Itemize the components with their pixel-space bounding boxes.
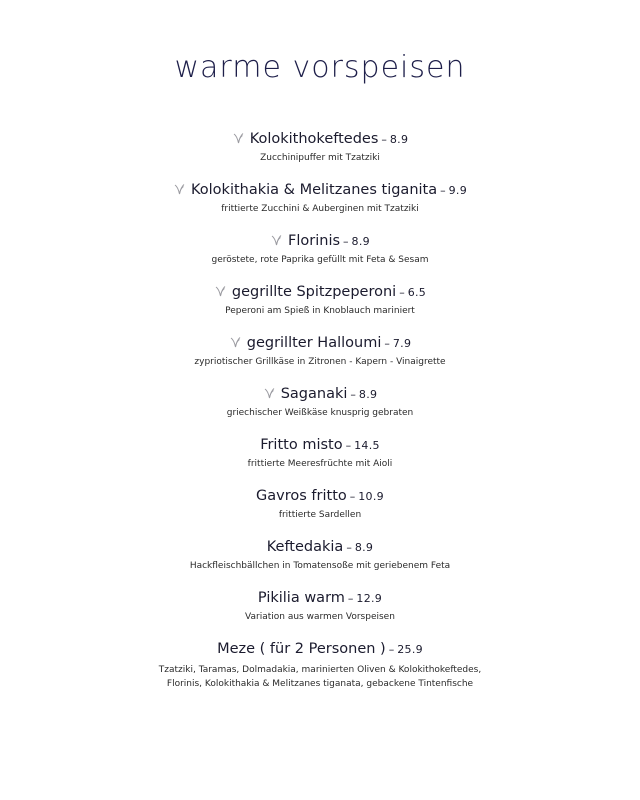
item-description: Hackfleischbällchen in Tomatensoße mit geriebenem Feta (189, 561, 451, 571)
leaf-icon (270, 234, 283, 246)
price-separator: – (349, 490, 356, 503)
item-description: frittierte Meeresfrüchte mit Aioli (247, 459, 393, 469)
menu-item-spitzpeperoni (0, 281, 640, 332)
item-description: Zucchinipuffer mit Tzatziki (260, 153, 380, 163)
menu-item-gavros-fritto (0, 485, 640, 536)
item-price: 25.9 (397, 643, 423, 656)
menu-item-halloumi (0, 332, 640, 383)
item-price: 8.9 (358, 388, 378, 401)
item-name: Florinis (288, 233, 341, 249)
menu-item-kolokithokeftedes (0, 128, 640, 179)
item-price: 7.9 (392, 337, 412, 350)
price-separator: – (345, 439, 352, 452)
item-description: frittierte Sardellen (278, 510, 362, 520)
item-price: 9.9 (448, 184, 468, 197)
item-description: zypriotischer Grillkäse in Zitronen - Kapern - Vinaigrette (194, 357, 446, 367)
price-separator: – (440, 184, 446, 197)
item-price: 12.9 (356, 592, 383, 605)
menu-list (0, 128, 640, 691)
item-description: Peperoni am Spieß in Knoblauch mariniert (225, 306, 415, 316)
item-price: 8.9 (389, 133, 409, 146)
price-separator: – (399, 286, 405, 299)
item-name: Saganaki (280, 386, 348, 402)
item-name: Keftedakia (266, 539, 344, 555)
item-name: Meze ( für 2 Personen ) (217, 641, 386, 657)
item-description: geröstete, rote Paprika gefüllt mit Feta & Sesam (211, 255, 429, 265)
item-description: frittierte Zucchini & Auberginen mit Tzatziki (221, 204, 419, 214)
leaf-icon (214, 285, 227, 297)
price-separator: – (343, 235, 349, 248)
price-separator: – (388, 643, 395, 656)
leaf-icon (229, 336, 242, 348)
description-line-1: Tzatziki, Taramas, Dolmadakia, marinierten Oliven & Kolokithokeftedes, (158, 665, 482, 675)
price-separator: – (347, 592, 354, 605)
item-name: gegrillte Spitzpeperoni (231, 284, 397, 300)
menu-item-florinis (0, 230, 640, 281)
item-price: 8.9 (354, 541, 374, 554)
leaf-icon (232, 132, 245, 144)
item-price: 10.9 (358, 490, 384, 503)
item-name: Kolokithokeftedes (249, 131, 379, 147)
menu-item-meze (0, 638, 640, 691)
item-price: 14.5 (354, 439, 380, 452)
description-line-2: Florinis, Kolokithakia & Melitzanes tiganata, gebackene Tintenfische (166, 679, 474, 689)
item-name: Pikilia warm (257, 590, 345, 606)
price-separator: – (350, 388, 356, 401)
item-name: gegrillter Halloumi (246, 335, 382, 351)
price-separator: – (381, 133, 387, 146)
item-description: Variation aus warmen Vorspeisen (245, 612, 395, 622)
item-description: griechischer Weißkäse knusprig gebraten (226, 408, 414, 418)
leaf-icon (263, 387, 276, 399)
price-separator: – (384, 337, 390, 350)
menu-item-kolokithakia-melitzanes (0, 179, 640, 230)
item-name: Gavros fritto (256, 488, 347, 504)
item-name: Fritto misto (260, 437, 343, 453)
price-separator: – (346, 541, 352, 554)
item-name: Kolokithakia & Melitzanes tiganita (190, 182, 438, 198)
leaf-icon (173, 183, 186, 195)
item-description (0, 663, 640, 691)
menu-item-pikilia-warm (0, 587, 640, 638)
menu-item-saganaki (0, 383, 640, 434)
menu-item-fritto-misto (0, 434, 640, 485)
section-title: warme vorspeisen (174, 50, 466, 85)
menu-item-keftedakia (0, 536, 640, 587)
item-price: 6.5 (407, 286, 427, 299)
item-price: 8.9 (351, 235, 370, 248)
